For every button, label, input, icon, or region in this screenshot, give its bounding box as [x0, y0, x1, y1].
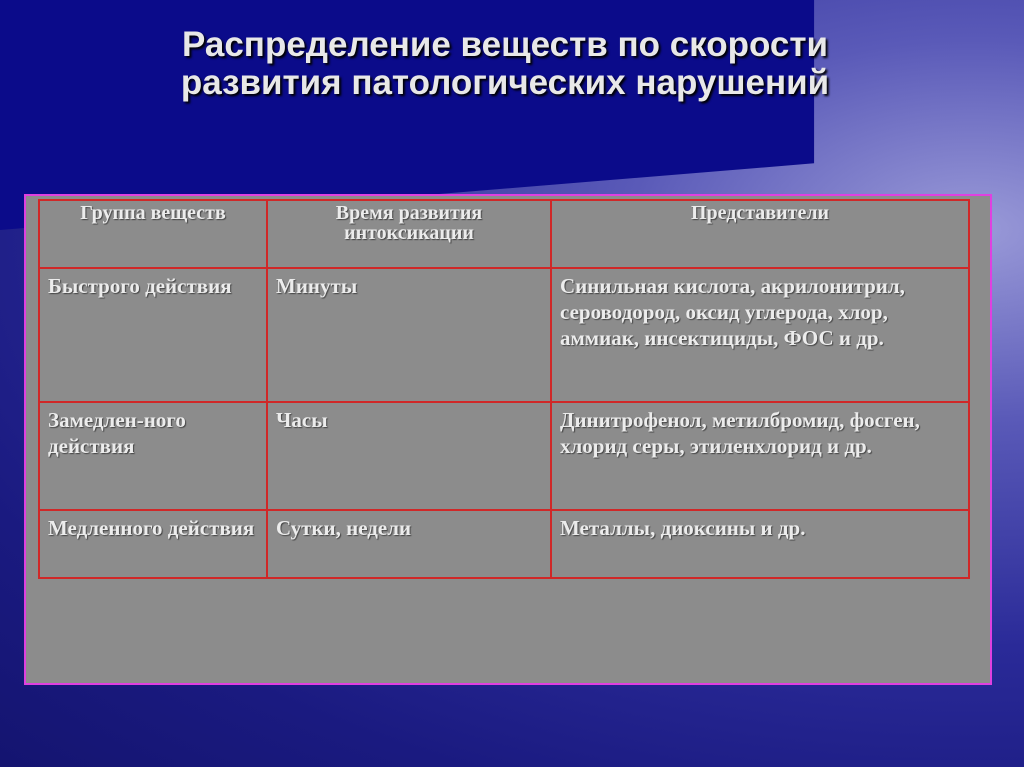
- title-line-2: развития патологических нарушений: [180, 63, 830, 102]
- cell-group: Медленного действия: [39, 510, 267, 578]
- substances-table: [38, 199, 970, 579]
- cell-group: Быстрого действия: [39, 268, 267, 402]
- table-header-row: [39, 200, 969, 268]
- cell-representatives: Синильная кислота, акрилонитрил, сероводород, оксид углерода, хлор, аммиак, инсектициды, ФОС и др.: [551, 268, 969, 402]
- header-group: Группа веществ: [39, 200, 267, 268]
- header-time: Время развития интоксикации: [267, 200, 551, 268]
- table-row: [39, 402, 969, 510]
- cell-time: Минуты: [267, 268, 551, 402]
- title-line-1: Распределение веществ по скорости: [181, 25, 829, 64]
- table-row: [39, 268, 969, 402]
- cell-time: Часы: [267, 402, 551, 510]
- table-row: [39, 510, 969, 578]
- header-representatives: Представители: [551, 200, 969, 268]
- cell-group: Замедлен-ного действия: [39, 402, 267, 510]
- cell-representatives: Динитрофенол, метилбромид, фосген, хлорид серы, этиленхлорид и др.: [551, 402, 969, 510]
- cell-representatives: Металлы, диоксины и др.: [551, 510, 969, 578]
- cell-time: Сутки, недели: [267, 510, 551, 578]
- slide-title: [0, 26, 1010, 102]
- table-panel: [24, 194, 992, 685]
